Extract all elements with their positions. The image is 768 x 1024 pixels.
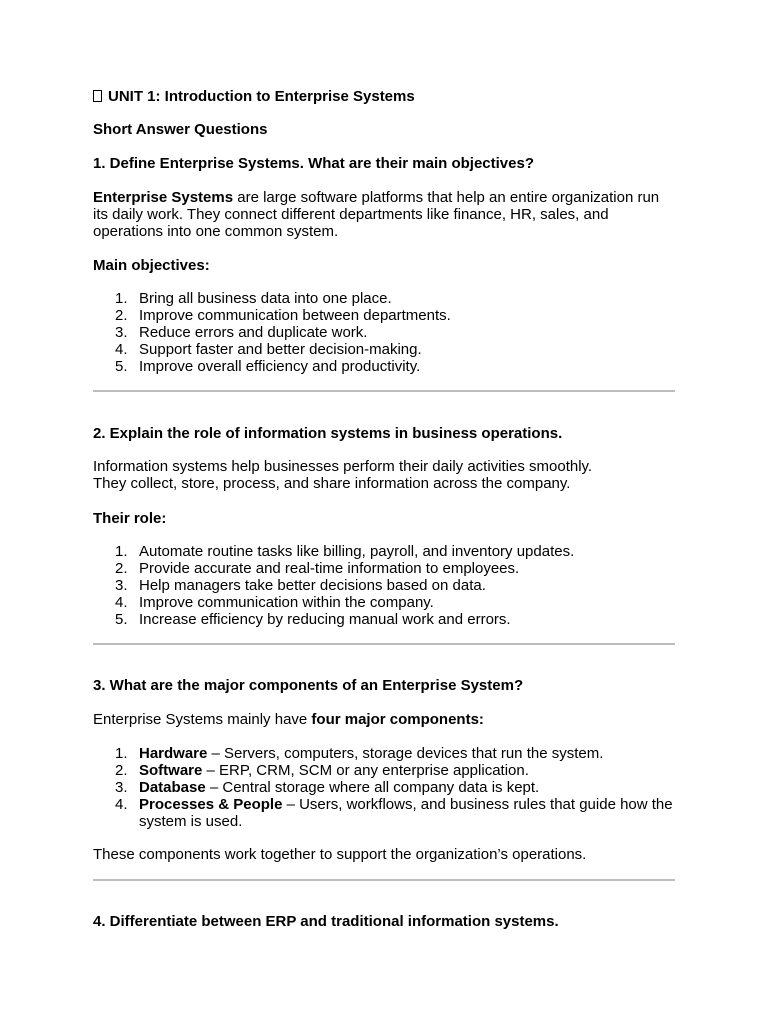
list-text: Improve communication between departments. (139, 307, 451, 324)
q3-components-list (93, 745, 675, 830)
divider (93, 643, 675, 645)
list-number: 5. (115, 611, 128, 628)
q1-objectives-label: Main objectives: (93, 257, 210, 274)
list-item (93, 290, 675, 307)
q3-question: 3. What are the major components of an Enterprise System? (93, 677, 524, 694)
list-text: Provide accurate and real-time information to employees. (139, 560, 520, 577)
list-number: 4. (115, 341, 128, 358)
q2-answer-line1: Information systems help businesses perform their daily activities smoothly. (93, 458, 593, 475)
list-item (93, 611, 675, 628)
divider (93, 390, 675, 392)
component-term: Hardware (139, 745, 208, 762)
list-item (93, 324, 675, 341)
list-number: 3. (115, 779, 128, 796)
list-text: Increase efficiency by reducing manual work and errors. (139, 611, 511, 628)
unit-title (93, 88, 415, 105)
q1-question: 1. Define Enterprise Systems. What are their main objectives? (93, 155, 534, 172)
q2-role-label: Their role: (93, 510, 167, 527)
list-text: Support faster and better decision-making. (139, 341, 422, 358)
q1-objectives-list (93, 290, 675, 375)
list-item (93, 779, 675, 796)
section-title: Short Answer Questions (93, 121, 268, 138)
q1-answer-rest: are large software platforms that help an entire organization run its daily work. They connect different departments like finance, HR, sales, and operations into one common system. (93, 189, 660, 240)
component-desc: – Users, workflows, and business rules that guide how the system is used. (139, 796, 673, 830)
list-text: Improve overall efficiency and productivity. (139, 358, 421, 375)
list-item (93, 358, 675, 375)
list-text: Help managers take better decisions based on data. (139, 577, 486, 594)
q3-intro (93, 711, 484, 728)
q4-question: 4. Differentiate between ERP and traditional information systems. (93, 913, 559, 930)
list-text: Improve communication within the company. (139, 594, 434, 611)
list-number: 3. (115, 577, 128, 594)
list-number: 2. (115, 762, 128, 779)
component-desc: – Servers, computers, storage devices that run the system. (207, 745, 604, 762)
list-number: 4. (115, 796, 128, 813)
list-number: 3. (115, 324, 128, 341)
list-item (93, 594, 675, 611)
list-item (93, 796, 675, 830)
q1-answer (93, 189, 675, 240)
component-term: Processes & People (139, 796, 283, 813)
list-number: 2. (115, 560, 128, 577)
list-item (93, 307, 675, 324)
component-term: Database (139, 779, 206, 796)
component-desc: – ERP, CRM, SCM or any enterprise application. (202, 762, 529, 779)
divider (93, 879, 675, 881)
component-term: Software (139, 762, 203, 779)
q2-answer-line2: They collect, store, process, and share information across the company. (93, 475, 571, 492)
list-item (93, 577, 675, 594)
list-text: Reduce errors and duplicate work. (139, 324, 368, 341)
list-item (93, 543, 675, 560)
unit-title-text: UNIT 1: Introduction to Enterprise Systems (108, 88, 415, 105)
list-number: 5. (115, 358, 128, 375)
list-item (93, 560, 675, 577)
q2-roles-list (93, 543, 675, 628)
q3-intro-plain: Enterprise Systems mainly have (93, 711, 312, 728)
q1-answer-lead: Enterprise Systems (93, 189, 234, 206)
list-text: Bring all business data into one place. (139, 290, 392, 307)
list-number: 1. (115, 543, 128, 560)
list-number: 1. (115, 745, 128, 762)
list-item (93, 762, 675, 779)
list-item (93, 341, 675, 358)
list-number: 1. (115, 290, 128, 307)
q3-closing: These components work together to support the organization’s operations. (93, 846, 587, 863)
list-number: 4. (115, 594, 128, 611)
list-item (93, 745, 675, 762)
component-desc: – Central storage where all company data is kept. (205, 779, 540, 796)
q3-intro-bold: four major components: (311, 711, 484, 728)
list-number: 2. (115, 307, 128, 324)
q2-question: 2. Explain the role of information systems in business operations. (93, 425, 563, 442)
missing-glyph-icon (93, 90, 102, 102)
list-text: Automate routine tasks like billing, payroll, and inventory updates. (139, 543, 575, 560)
